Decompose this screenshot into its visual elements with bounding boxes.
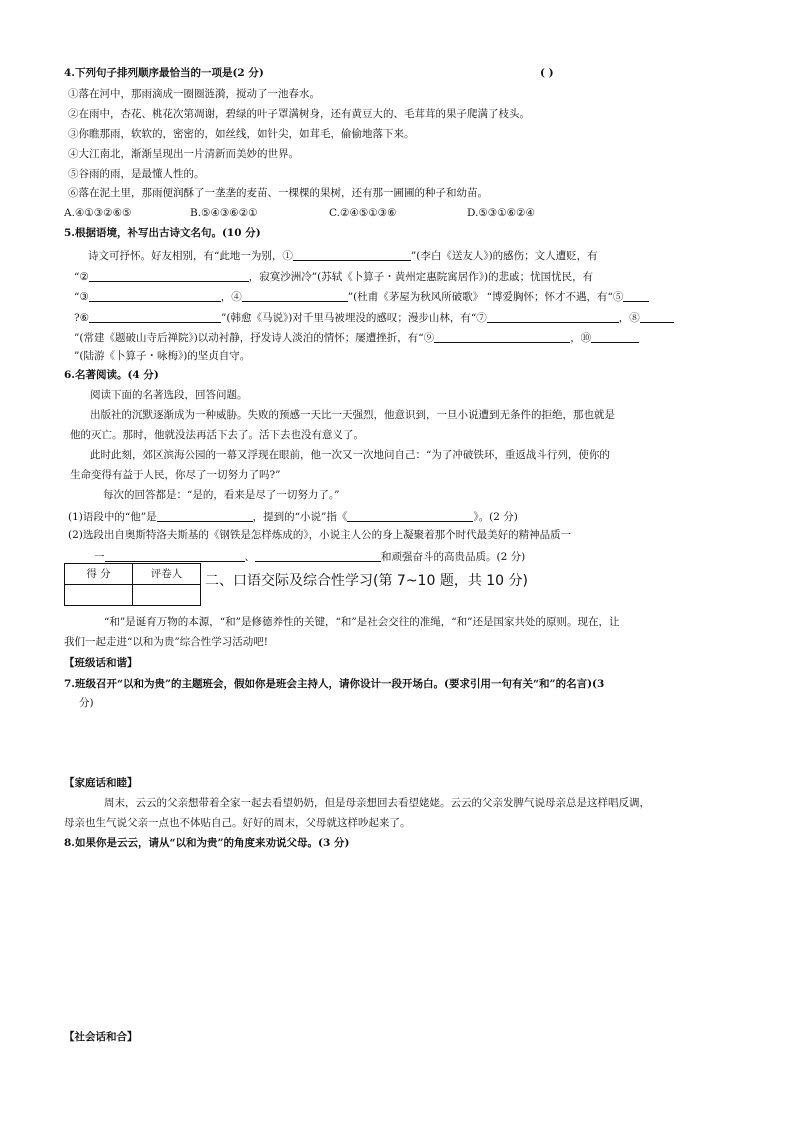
- blank-8[interactable]: [640, 311, 674, 323]
- blank-he[interactable]: [157, 510, 253, 522]
- grader-label: 评卷人: [133, 564, 201, 585]
- section-2-title: 二、口语交际及综合性学习(第 7~10 题，共 10 分): [205, 573, 528, 589]
- q4-option-b: B.⑤④③⑥②①: [190, 207, 258, 219]
- q5-line-4: ?⑥ ”(韩愈《马说》)对千里马被埋没的感叹；漫步山林，有“⑦ ，⑧: [74, 311, 674, 324]
- q4-option-a: A.④①③②⑥⑤: [64, 207, 132, 219]
- intro-line-1: “和”是诞育万物的本源，“和”是修德养性的关键，“和”是社会交往的准绳，“和”还是国家共处的原则。现在，让: [104, 616, 620, 628]
- q5-line-1: 诗文可抒怀。好友相别，有“此地一为别，① ”(李白《送友人》)的感伤；文人遭贬，有: [88, 250, 598, 262]
- q5-line-6: ”(陆游《卜算子・咏梅》)的坚贞自守。: [74, 350, 251, 362]
- q4-sentence-4: ④大江南北，渐渐呈现出一片清新而美妙的世界。: [68, 148, 299, 160]
- family-line-1: 周末，云云的父亲想带着全家一起去看望奶奶，但是母亲想回去看望姥姥。云云的父亲发脾气说母亲总是这样唱反调，: [104, 797, 650, 809]
- blank-quality-1[interactable]: [105, 550, 245, 562]
- q8-text: 8.如果你是云云，请从“以和为贵”的角度来劝说父母。(3 分): [64, 837, 350, 849]
- blank-10[interactable]: [591, 331, 639, 343]
- q4-sentence-1: ①落在河中，那雨滴成一圈圈涟漪，搅动了一池春水。: [68, 88, 320, 100]
- q4-option-c: C.②④⑤①③⑥: [329, 207, 397, 219]
- grader-cell[interactable]: [133, 585, 201, 606]
- q6-para-1a: 出版社的沉默逐渐成为一种威胁。失败的预感一天比一天强烈，他意识到，一旦小说遭到无条件的拒绝，那也就是: [90, 409, 615, 421]
- q6-para-3: 每次的回答都是：“是的，看来是尽了一切努力了。”: [103, 489, 340, 501]
- q5-title: 5.根据语境，补写出古诗文名句。(10 分): [64, 227, 261, 239]
- q4-sentence-5: ⑤谷雨的雨，是最懂人性的。: [68, 168, 205, 180]
- q7-line-1: 7.班级召开“以和为贵”的主题班会，假如你是班会主持人，请你设计一段开场白。(要求引用一句有关“和”的名言)(3: [64, 678, 605, 690]
- blank-7[interactable]: [487, 311, 619, 323]
- q5-line-2: “② ，寂寞沙洲冷”(苏轼《卜算子・黄州定惠院寓居作》)的悲戚；忧国忧民，有: [74, 271, 594, 283]
- q5-line-5: ”(常建《题破山寺后禅院》)以动衬静，抒发诗人淡泊的情怀；屡遭挫折，有“⑨ ，⑩: [74, 331, 639, 344]
- score-label: 得 分: [65, 564, 133, 585]
- q4-stem: 4.下列句子排列顺序最恰当的一项是(2 分): [64, 67, 264, 79]
- blank-2[interactable]: [89, 270, 249, 282]
- q6-para-2b: 生命变得有益于人民，你尽了一切努力了吗?”: [70, 469, 281, 481]
- society-heading: 【社会话和合】: [64, 1031, 138, 1043]
- blank-6[interactable]: [89, 311, 221, 323]
- blank-1[interactable]: [293, 249, 411, 261]
- q4-sentence-2: ②在雨中，杏花、桃花次第凋谢，碧绿的叶子罩满树身，还有黄豆大的、毛茸茸的果子爬满了枝头。: [68, 108, 530, 120]
- q4-sentence-3: ③你瞧那雨，软软的，密密的，如丝线，如针尖，如茸毛，偷偷地落下来。: [68, 128, 415, 140]
- family-line-2: 母亲也生气说父亲一点也不体贴自己。好好的周末，父母就这样吵起来了。: [64, 817, 411, 829]
- q4-answer-paren: ( ): [540, 67, 554, 79]
- blank-4[interactable]: [242, 290, 348, 302]
- q6-para-2a: 此时此刻，郊区滨海公园的一幕又浮现在眼前，他一次又一次地问自己：“为了冲破铁环，重返战斗行列，使你的: [90, 449, 610, 461]
- q7-answer-area[interactable]: [64, 715, 724, 770]
- q5-line-3: “③ ，④ ”(杜甫《茅屋为秋风所破歌》 “博爱胸怀；怀才不遇，有“⑤: [74, 290, 649, 303]
- blank-5[interactable]: [623, 290, 649, 302]
- q6-intro: 阅读下面的名著选段，回答问题。: [90, 389, 248, 401]
- q8-answer-area[interactable]: [64, 858, 724, 1018]
- blank-9[interactable]: [434, 331, 570, 343]
- q6-sub-2b: 一 、 和顽强奋斗的高贵品质。(2 分): [94, 551, 526, 563]
- intro-line-2: 我们一起走进“以和为贵”综合性学习活动吧!: [64, 636, 268, 648]
- blank-novel[interactable]: [347, 510, 473, 522]
- q4-option-d: D.⑤③①⑥②④: [467, 207, 535, 219]
- q6-sub-2a: (2)选段出自奥斯特洛夫斯基的《钢铁是怎样炼成的》，小说主人公的身上凝聚着那个时代最美好的精神品质一: [68, 529, 572, 541]
- q6-sub-1: (1)语段中的“他”是 ，提到的“小说”指《 》。(2 分): [68, 511, 518, 523]
- score-cell[interactable]: [65, 585, 133, 606]
- class-heading: 【班级话和谐】: [64, 657, 138, 669]
- family-heading: 【家庭话和睦】: [64, 777, 138, 789]
- score-table: [64, 563, 201, 606]
- q4-sentence-6: ⑥落在泥土里，那雨便润酥了一垄垄的麦苗、一棵棵的果树，还有那一圃圃的种子和幼苗。: [68, 187, 488, 199]
- q7-line-2: 分): [79, 697, 94, 709]
- blank-3[interactable]: [89, 290, 221, 302]
- q6-para-1b: 他的灭亡。那时，他就没法再活下去了。活下去也没有意义了。: [70, 429, 364, 441]
- q6-title: 6.名著阅读。(4 分): [64, 369, 159, 381]
- blank-quality-2[interactable]: [255, 550, 381, 562]
